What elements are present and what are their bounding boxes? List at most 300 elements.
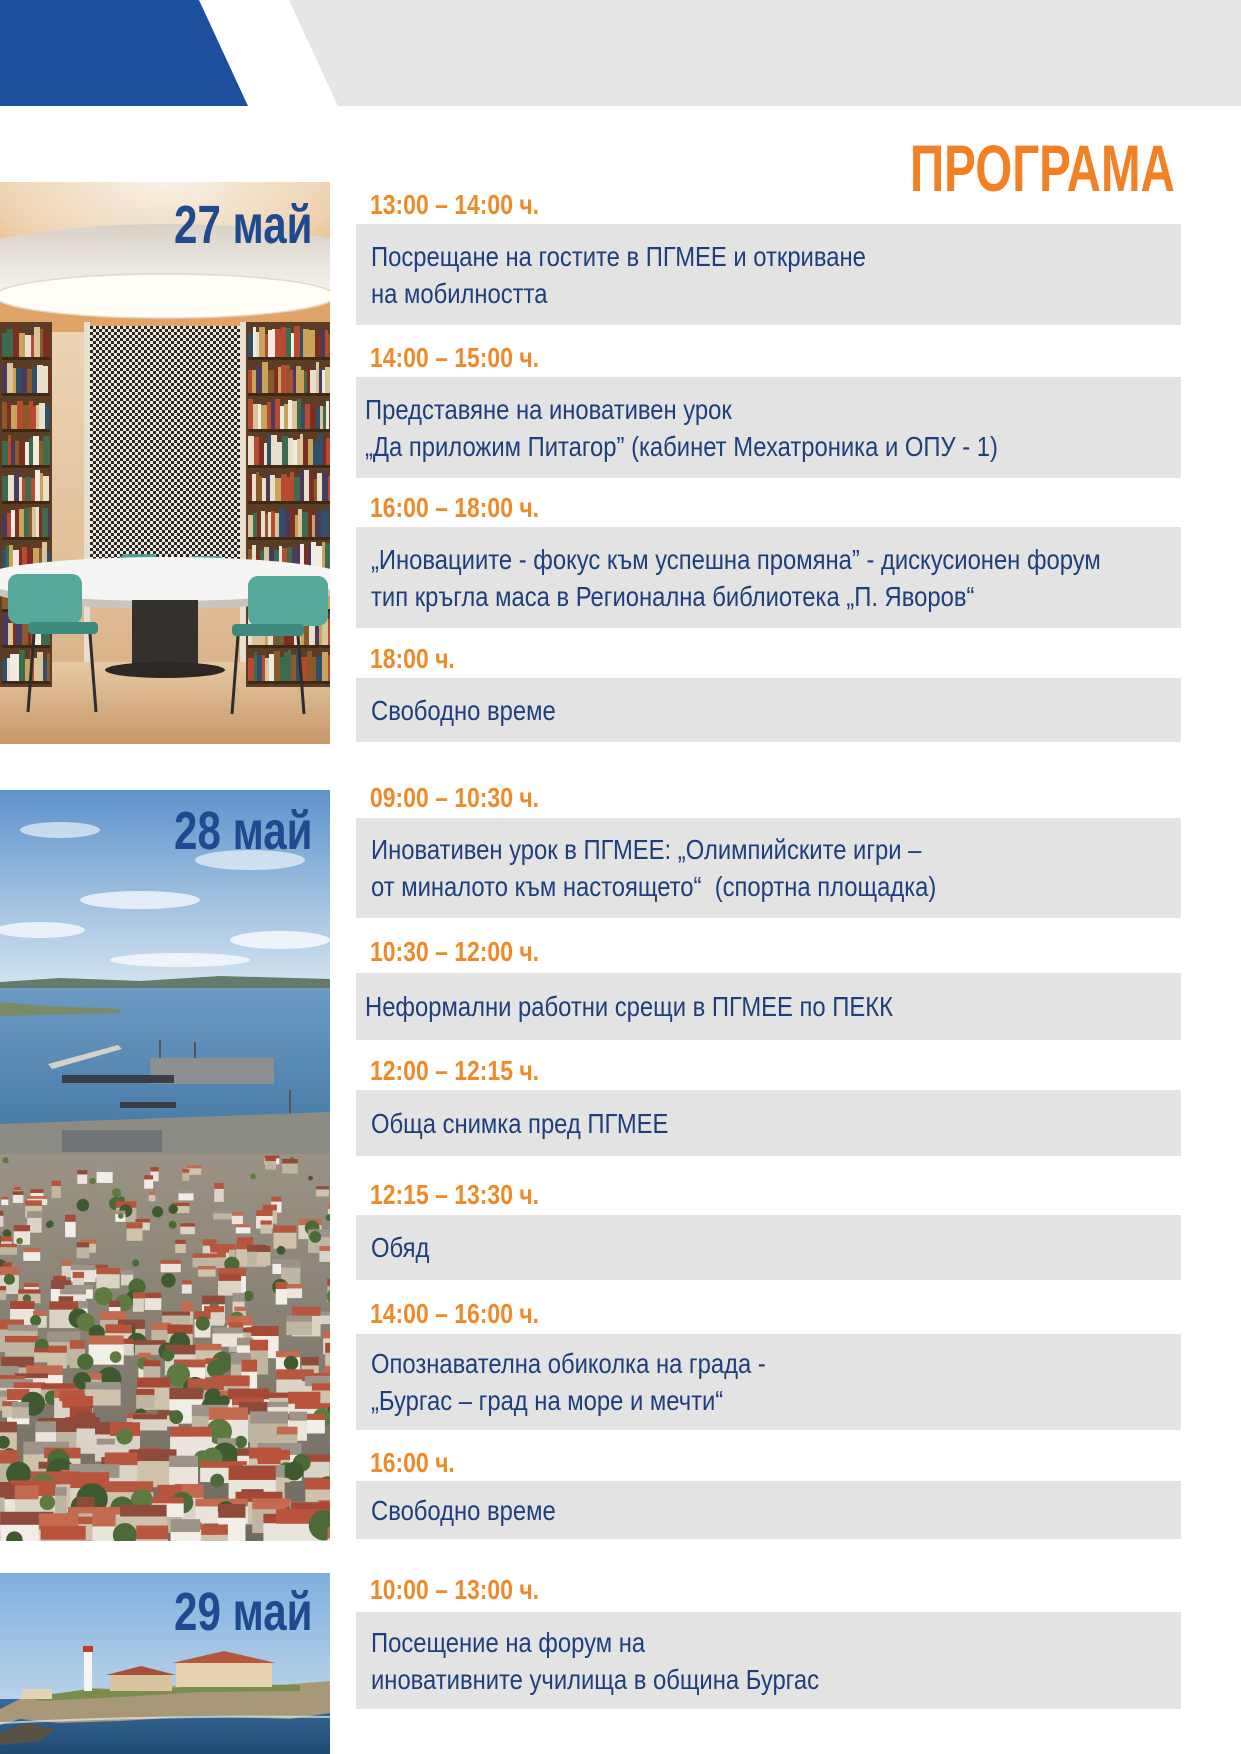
- time-slot: 10:30 – 12:00 ч.: [370, 936, 540, 967]
- building-roof: [229, 1466, 276, 1480]
- book: [8, 435, 11, 465]
- book: [309, 475, 314, 501]
- building-roof: [24, 1283, 39, 1287]
- building-roof: [41, 1383, 75, 1389]
- building-roof: [209, 1407, 248, 1419]
- book: [316, 362, 319, 393]
- book: [301, 407, 305, 429]
- book: [300, 434, 303, 465]
- book: [303, 439, 308, 465]
- event-text: тип кръгла маса в Регионална библиотека „П. Яворов“: [371, 580, 975, 612]
- time-slot: 14:00 – 15:00 ч.: [370, 342, 540, 373]
- building-roof: [143, 1360, 160, 1366]
- lighthouse-top: [83, 1646, 93, 1652]
- book: [7, 513, 11, 537]
- page-title: ПРОГРАМА: [910, 131, 1175, 205]
- cloud: [110, 953, 250, 967]
- book: [262, 655, 265, 681]
- tree: [243, 1291, 253, 1301]
- shelf-board: [248, 465, 330, 468]
- building-roof: [35, 1421, 56, 1432]
- building-roof: [64, 1285, 92, 1289]
- book: [301, 370, 304, 393]
- building-roof: [195, 1344, 222, 1350]
- book: [45, 405, 50, 429]
- burgas-aerial-photo: [0, 790, 330, 1541]
- building-roof: [49, 1301, 78, 1309]
- header-banner: [0, 0, 1241, 106]
- tree: [16, 1238, 23, 1245]
- building-roof: [60, 1289, 86, 1294]
- book: [300, 329, 303, 357]
- book: [308, 509, 312, 537]
- book: [261, 511, 265, 537]
- book: [275, 478, 281, 501]
- tree: [277, 1246, 286, 1255]
- book: [310, 370, 316, 393]
- building-roof: [145, 1293, 162, 1298]
- book: [27, 369, 32, 393]
- book: [278, 367, 281, 393]
- book: [25, 477, 31, 501]
- building-roof: [276, 1351, 300, 1357]
- book: [305, 404, 310, 429]
- event-text: Иновативен урок в ПГМЕЕ: „Олимпийските игри –: [371, 834, 922, 865]
- building-roof: [328, 1527, 330, 1538]
- book: [262, 478, 266, 501]
- book: [2, 441, 8, 465]
- book: [24, 508, 29, 537]
- building-facade: [1, 1199, 8, 1205]
- building-roof: [144, 1175, 153, 1179]
- book: [257, 514, 261, 537]
- building-roof: [65, 1215, 76, 1222]
- book: [302, 512, 308, 537]
- building-facade: [182, 1284, 192, 1293]
- book: [259, 476, 262, 501]
- building-facade: [257, 1252, 270, 1265]
- book: [29, 438, 33, 465]
- building-roof: [100, 1311, 126, 1320]
- book: [258, 404, 261, 429]
- book: [300, 470, 304, 501]
- table-base: [105, 662, 225, 678]
- building-roof: [214, 1183, 223, 1189]
- book: [33, 406, 36, 429]
- book: [11, 405, 17, 429]
- book: [40, 473, 43, 501]
- building-roof: [288, 1392, 320, 1404]
- building-roof: [281, 1260, 300, 1268]
- building-roof: [217, 1252, 226, 1257]
- day-label-28: 28 май: [174, 801, 313, 861]
- shelf-board: [2, 393, 50, 396]
- building-roof: [289, 1412, 307, 1421]
- book: [268, 512, 271, 537]
- building-roof: [27, 1211, 42, 1218]
- book: [290, 472, 294, 501]
- book: [328, 619, 330, 645]
- building-facade: [52, 1186, 61, 1198]
- book: [2, 614, 8, 645]
- book: [304, 371, 307, 393]
- building-facade: [149, 1195, 156, 1201]
- building-roof: [71, 1265, 96, 1270]
- building-facade: [175, 1244, 186, 1253]
- building-facade: [62, 1266, 72, 1277]
- event-text: от миналото към настоящето“ (спортна площадка): [371, 871, 937, 902]
- tree: [285, 1462, 304, 1481]
- building-facade: [136, 1395, 154, 1409]
- tree: [77, 1199, 90, 1212]
- building-roof: [18, 1289, 40, 1293]
- tree: [110, 1351, 122, 1363]
- event-box: [356, 1090, 1181, 1156]
- building-facade: [0, 1247, 17, 1255]
- book: [281, 327, 286, 357]
- building-roof: [233, 1293, 245, 1302]
- building-roof: [137, 1377, 170, 1387]
- book: [19, 440, 25, 465]
- building-roof: [282, 1159, 298, 1164]
- book: [15, 441, 19, 465]
- book: [293, 365, 296, 393]
- building-roof: [277, 1427, 298, 1435]
- book: [288, 400, 292, 429]
- building-facade: [96, 1274, 119, 1288]
- building-roof: [41, 1526, 86, 1540]
- book: [11, 510, 15, 537]
- building-facade: [127, 1228, 143, 1240]
- book: [279, 508, 285, 537]
- event-box: [356, 678, 1181, 742]
- building-roof: [301, 1357, 318, 1365]
- book: [248, 436, 254, 465]
- book: [325, 330, 328, 357]
- building-roof: [48, 1346, 67, 1353]
- building-roof: [77, 1242, 90, 1247]
- building-roof: [305, 1479, 330, 1490]
- book: [295, 515, 298, 537]
- tree: [4, 1274, 15, 1285]
- building-roof: [187, 1165, 201, 1168]
- event-box: [356, 377, 1181, 478]
- book: [248, 515, 253, 537]
- book: [310, 404, 316, 429]
- shelf-board: [2, 681, 50, 684]
- book: [271, 435, 277, 465]
- building-roof: [169, 1388, 203, 1399]
- book: [312, 657, 316, 681]
- book: [269, 654, 274, 681]
- book: [261, 405, 267, 429]
- header-grey-band: [289, 0, 1241, 106]
- book: [322, 652, 328, 681]
- tree: [162, 1349, 174, 1361]
- book: [259, 436, 264, 465]
- building-roof: [312, 1383, 330, 1390]
- cargo-ship: [120, 1102, 176, 1108]
- building-roof: [109, 1301, 121, 1307]
- book: [256, 366, 262, 393]
- curtain-post-right: [240, 322, 246, 662]
- book: [291, 333, 294, 357]
- book: [264, 443, 267, 465]
- building-roof: [198, 1266, 215, 1269]
- building-roof: [271, 1197, 281, 1202]
- building-facade: [319, 1251, 330, 1262]
- building-roof: [15, 1485, 39, 1499]
- building-roof: [180, 1223, 195, 1226]
- building-facade: [144, 1179, 153, 1188]
- book: [256, 472, 259, 501]
- cargo-ship: [62, 1075, 174, 1083]
- tree: [46, 1222, 52, 1228]
- chair-back: [8, 574, 82, 624]
- building-roof: [201, 1524, 228, 1534]
- book: [321, 510, 326, 537]
- book: [316, 657, 322, 681]
- building-roof: [232, 1212, 243, 1216]
- book: [35, 470, 40, 501]
- book: [275, 513, 279, 537]
- book: [248, 474, 252, 501]
- book: [31, 478, 35, 501]
- event-text: иновативните училища в община Бургас: [371, 1663, 819, 1695]
- building-facade: [182, 1173, 189, 1181]
- shelf-board: [248, 429, 330, 432]
- building-roof: [218, 1504, 245, 1518]
- building-roof: [193, 1253, 218, 1257]
- building-roof: [14, 1225, 30, 1231]
- tree: [284, 1356, 299, 1371]
- building-roof: [0, 1450, 19, 1463]
- book: [29, 507, 32, 537]
- building-facade: [201, 1535, 228, 1541]
- book: [322, 370, 325, 393]
- building-roof: [149, 1192, 156, 1195]
- book: [39, 441, 43, 465]
- book: [34, 658, 37, 681]
- book: [297, 399, 301, 429]
- building-facade: [171, 1532, 201, 1541]
- book: [297, 439, 300, 465]
- book: [328, 655, 330, 681]
- day-label-29: 29 май: [174, 1582, 313, 1642]
- book: [277, 442, 282, 465]
- book: [8, 623, 13, 645]
- tree: [235, 1436, 247, 1448]
- building-facade: [97, 1172, 113, 1183]
- book: [319, 367, 322, 393]
- book: [7, 329, 13, 357]
- building-facade: [328, 1539, 330, 1541]
- building-roof: [1, 1197, 8, 1200]
- event-box: [356, 1612, 1181, 1709]
- book: [304, 470, 309, 501]
- building-roof: [127, 1223, 143, 1229]
- book: [253, 404, 258, 429]
- building-roof: [105, 1324, 132, 1333]
- book: [2, 402, 7, 429]
- book: [47, 436, 50, 465]
- event-box: [356, 527, 1181, 628]
- building-roof: [96, 1268, 119, 1274]
- monastery-building: [176, 1661, 272, 1687]
- event-text: Неформални работни срещи в ПГМЕЕ по ПЕКК: [365, 991, 893, 1022]
- time-slot: 14:00 – 16:00 ч.: [370, 1298, 540, 1329]
- tree: [152, 1206, 163, 1217]
- book: [288, 438, 293, 465]
- book: [257, 655, 262, 681]
- book: [40, 329, 43, 357]
- book: [290, 507, 295, 537]
- tree: [89, 1178, 96, 1185]
- book: [323, 406, 326, 429]
- book: [253, 513, 257, 537]
- event-text: „Иновациите - фокус към успешна промяна” - дискусионен форум: [371, 543, 1101, 575]
- building-roof: [273, 1225, 296, 1232]
- book: [10, 654, 14, 681]
- book: [36, 405, 39, 429]
- building-roof: [162, 1312, 190, 1316]
- book: [11, 442, 15, 465]
- shelf-board: [248, 501, 330, 504]
- shelf-board: [2, 429, 50, 432]
- book: [252, 370, 256, 393]
- checkered-curtain: [90, 326, 240, 576]
- book: [316, 407, 320, 429]
- book: [328, 334, 330, 357]
- shelf-board: [2, 357, 50, 360]
- book: [290, 370, 293, 393]
- tree: [40, 1495, 55, 1510]
- building-roof: [136, 1526, 168, 1540]
- building-roof: [212, 1327, 243, 1333]
- building-roof: [85, 1382, 120, 1389]
- building-roof: [250, 1340, 268, 1351]
- book: [248, 399, 253, 429]
- building-roof: [260, 1220, 271, 1224]
- book: [265, 334, 268, 357]
- building-facade: [273, 1233, 296, 1249]
- building-roof: [175, 1240, 186, 1244]
- building-facade: [260, 1225, 271, 1234]
- building-facade: [143, 1366, 160, 1379]
- building-roof: [236, 1224, 251, 1227]
- book: [43, 659, 47, 681]
- book: [328, 476, 330, 501]
- curtain-post-left: [84, 322, 90, 662]
- tree: [169, 1221, 177, 1229]
- event-box: [356, 1215, 1181, 1280]
- book: [2, 476, 8, 501]
- building-roof: [27, 1196, 47, 1199]
- time-slot: 09:00 – 10:30 ч.: [370, 782, 540, 813]
- dock-warehouse: [62, 1130, 162, 1152]
- book: [271, 401, 275, 429]
- book: [19, 333, 25, 357]
- building-roof: [210, 1249, 229, 1253]
- small-building: [22, 1689, 52, 1699]
- book: [271, 511, 275, 537]
- book: [288, 650, 291, 681]
- book: [22, 623, 28, 645]
- cloud: [80, 891, 200, 909]
- book: [326, 401, 329, 429]
- book: [275, 329, 281, 357]
- book: [253, 327, 256, 357]
- book: [286, 328, 291, 357]
- book: [274, 651, 280, 681]
- chair-seat: [28, 622, 98, 634]
- building-roof: [178, 1190, 193, 1193]
- building-roof: [325, 1343, 330, 1353]
- book: [284, 404, 288, 429]
- tree: [169, 1410, 183, 1424]
- building-roof: [262, 1205, 276, 1211]
- tree: [132, 1259, 139, 1266]
- book: [7, 363, 13, 393]
- building-facade: [145, 1298, 162, 1310]
- tree: [30, 1315, 41, 1326]
- building-facade: [136, 1539, 168, 1541]
- tree: [116, 1428, 132, 1444]
- book: [308, 439, 313, 465]
- building-roof: [14, 1382, 45, 1388]
- book: [303, 329, 309, 357]
- event-text: на мобилността: [371, 277, 548, 309]
- cloud: [20, 822, 100, 838]
- building-roof: [0, 1244, 17, 1247]
- book: [313, 442, 317, 465]
- book: [291, 655, 296, 681]
- book: [325, 367, 330, 393]
- tree: [308, 1176, 313, 1181]
- building-facade: [65, 1222, 76, 1238]
- building-roof: [105, 1452, 138, 1465]
- book: [36, 507, 39, 537]
- book: [254, 652, 257, 681]
- building-roof: [323, 1331, 330, 1338]
- building-roof: [171, 1519, 201, 1532]
- building-roof: [12, 1402, 29, 1407]
- building-roof: [258, 1454, 281, 1465]
- tree: [196, 1316, 210, 1330]
- book: [39, 403, 45, 429]
- building-roof: [257, 1246, 270, 1252]
- building-facade: [12, 1407, 29, 1418]
- time-slot: 12:15 – 13:30 ч.: [370, 1179, 540, 1210]
- building-facade: [282, 1163, 298, 1173]
- book: [280, 406, 284, 429]
- building-roof: [276, 1282, 287, 1289]
- building-roof: [133, 1292, 144, 1298]
- building-roof: [328, 1204, 330, 1209]
- building-facade: [41, 1540, 86, 1541]
- book: [252, 474, 256, 501]
- book: [323, 441, 326, 465]
- tree: [161, 1273, 176, 1288]
- building-roof: [133, 1414, 167, 1419]
- building-roof: [70, 1340, 85, 1349]
- building-facade: [265, 1161, 276, 1170]
- building-roof: [0, 1422, 17, 1432]
- building-facade: [77, 1247, 90, 1258]
- book: [2, 514, 7, 537]
- building-roof: [5, 1336, 38, 1342]
- book: [32, 367, 37, 393]
